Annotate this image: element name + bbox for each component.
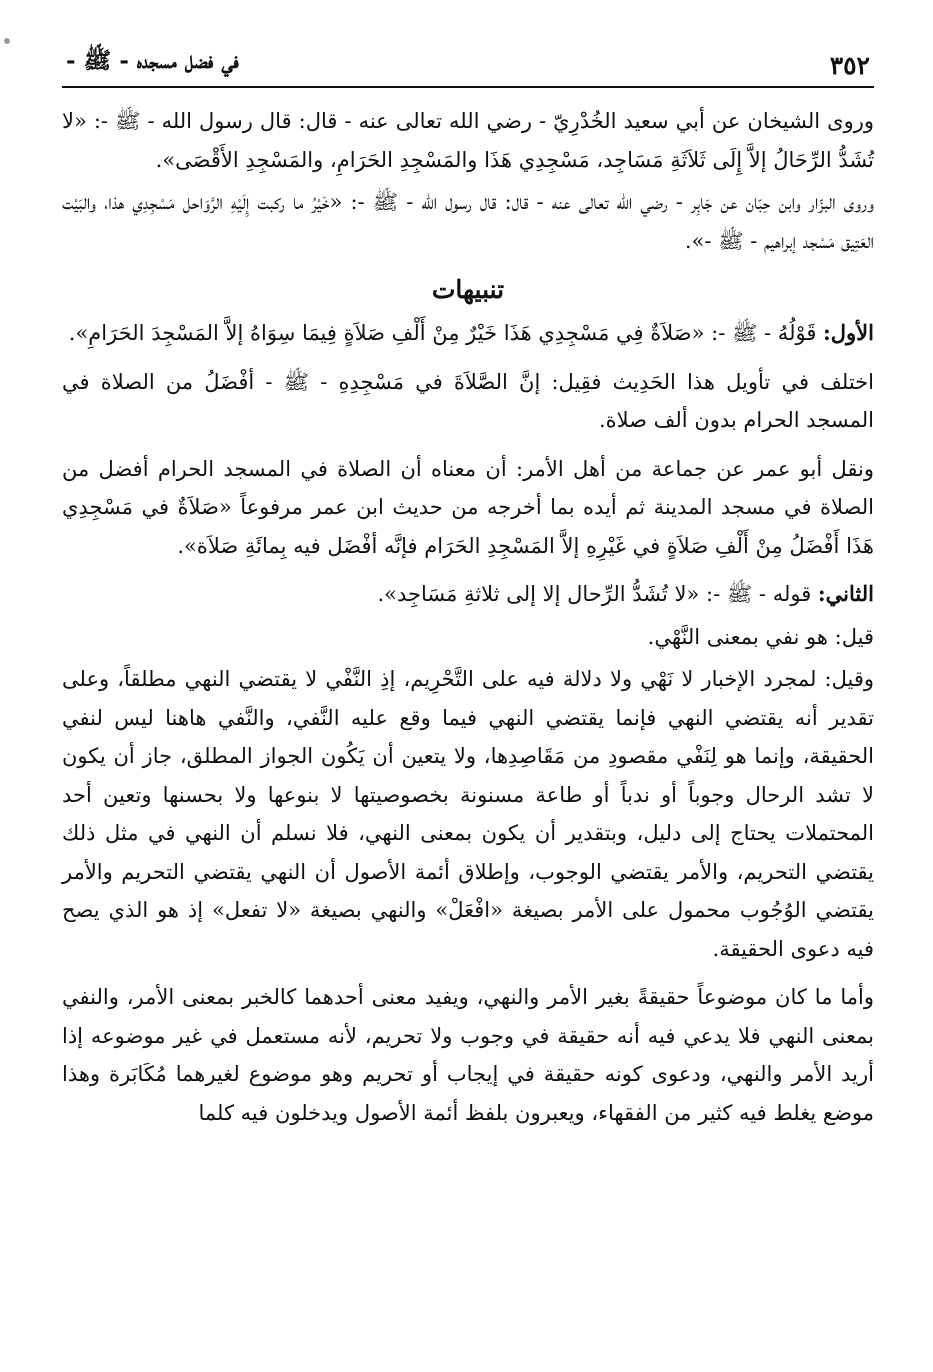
page-number: ٣٥٢ [829, 51, 870, 80]
paragraph-4: اختلف في تأويل هذا الحَدِيث فقِيل: إنَّ الصَّلاَةَ في مَسْجِدِهِ - ﷺ - أفْضَلُ من الصلاة في المسجد الحرام بدون ألف صلاة. [62, 369, 874, 432]
paragraph-5: ونقل أبو عمر عن جماعة من أهل الأمر: أن معناه أن الصلاة في المسجد الحرام أفضل من الصلاة في مسجد المدينة ثم أيده بما أخرجه من حديث ابن عمر مرفوعاً «صَلاَةٌ في مَسْجِدِي هَذَا أَفْضَلُ مِنْ أَلْفِ صَلاَةٍ في غَيْرِهِ إلاَّ المَسْجِدِ الحَرَام فإنَّه أفْضَل فيه بِمائَةِ صَلاَة». [62, 456, 874, 558]
paragraph-1: وروى الشيخان عن أبي سعيد الخُدْرِيّ - رضي الله تعالى عنه - قال: قال رسول الله - ﷺ -: «لا تُشَدُّ الرِّحَالُ إلاَّ إِلَى ثَلاَثَةِ مَسَاجِد، مَسْجِدِي هَذَا والمَسْجِدِ الحَرَامِ، والمَسْجِدِ الأَقْصَى». [62, 109, 874, 172]
paragraph-3-text: قَوْلُهُ - ﷺ -: «صَلاَةٌ فِي مَسْجِدِي هَذَا خَيْرٌ مِنْ أَلْفِ صَلاَةٍ فِيمَا سِوَاهُ إلاَّ المَسْجِدَ الحَرَامِ». [68, 321, 824, 345]
paragraph-2: وروى البزّار وابن حِبّان عن جَابِر - رضي الله تعالى عنه - قال: قال رسول الله - ﷺ -: «خَيْرُ ما ركبت إِلَيْهِ الرَّوَاحل مَسْجِدِي هذا، والبَيْت العَتِيق مَسْجد إبراهيم - ﷺ -». [62, 190, 874, 253]
paragraph-9: وأما ما كان موضوعاً حقيقةً بغير الأمر والنهي، ويفيد معنى أحدهما كالخبر بمعنى الأمر، والنفي بمعنى النهي فلا يدعي فيه أنه حقيقة في وجوب ولا تحريم، لأنه مستعمل في غير موضوعه إذا أريد الأمر والنهي، ودعوى كونه حقيقة في إيجاب أو تحريم وهو موضوع لغيرهما مُكَابَرة وهذا موضع يغلط فيه كثير من الفقهاء، ويعبرون بلفظ أئمة الأصول ويدخلون فيه كلما [62, 985, 874, 1125]
page-body [62, 102, 874, 1132]
paragraph-6-text: قوله - ﷺ -: «لا تُشَدُّ الرِّحال إلا إلى ثلاثةِ مَسَاجِد». [377, 582, 818, 606]
paragraph-7: قيل: هو نفي بمعنى النَّهْي. [647, 624, 874, 649]
paragraph-8: وقيل: لمجرد الإخبار لا نَهْي ولا دلالة فيه على التَّحْرِيم، إذِ النَّفْي لا يقتضي النهي مطلقاً، وعلى تقدير أنه يقتضي النهي فإنما يقتضي النهي فيما وقع عليه النَّفي، والنَّفي هاهنا ليس لنفي الحقيقة، وإنما هو لِنَفْي مقصودِ من مَقَاصِدِها، ولا يتعين أن يَكُون الجواز المطلق، جاز أن يكون لا تشد الرحال وجوباً أو ندباً أو طاعة مسنونة بخصوصيتها لا بنوعها ولا بحسنها وتعين أحد المحتملات يحتاج إلى دليل، وبتقدير أن يكون بمعنى النهي، فلا نسلم أن النهي في مثل ذلك يقتضي التحريم، والأمر يقتضي الوجوب، وإطلاق أئمة الأصول أن النهي يقتضي التحريم والأمر يقتضي الوُجُوب محمول على الأمر بصيغة «افْعَلْ» والنهي بصيغة «لا تفعل» إذ هو الذي يصح فيه دعوى الحقيقة. [62, 667, 874, 961]
section-heading: تنبيهات [431, 275, 505, 304]
paragraph-6-lead: الثاني: [817, 581, 874, 606]
page-header [62, 40, 874, 88]
paragraph-3-lead: الأول: [823, 320, 874, 345]
book-page [62, 40, 874, 1142]
paragraph-3 [62, 314, 874, 353]
running-title: في فضل مسجده - ﷺ - [66, 47, 239, 74]
margin-dot [4, 38, 10, 44]
paragraph-6 [62, 575, 874, 614]
